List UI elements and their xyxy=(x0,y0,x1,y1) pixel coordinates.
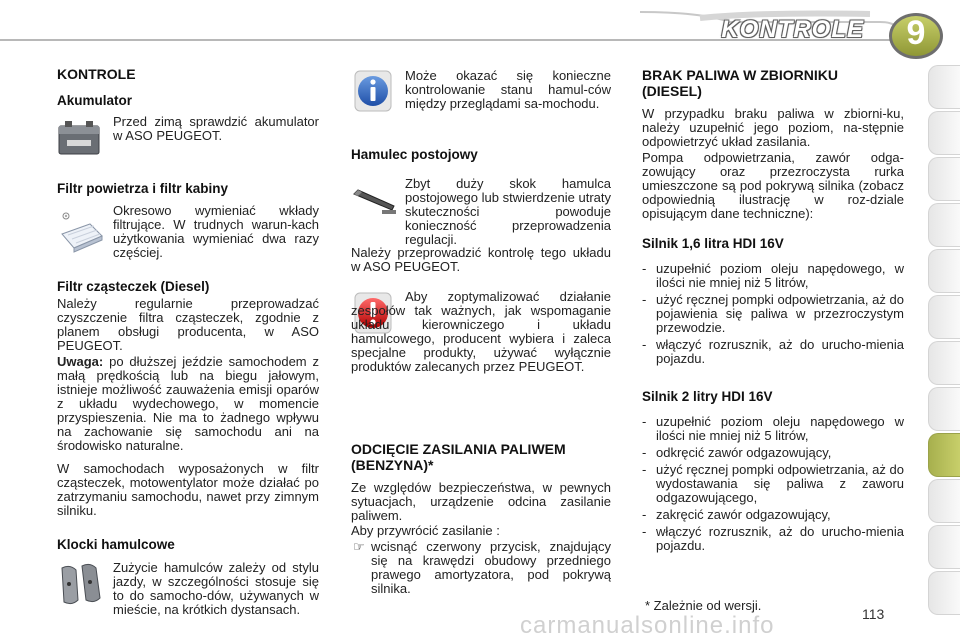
list-item: - użyć ręcznej pompki odpowietrzania, aż do pojawienia się paliwa w przezroczystym przewodzie. xyxy=(642,292,904,335)
info-text: Może okazać się konieczne kontrolowanie stanu hamul-ców między przeglądami sa-mochodu. xyxy=(405,68,611,111)
chapter-tab[interactable] xyxy=(928,157,960,201)
page-number: 113 xyxy=(862,606,885,622)
parking-brake-icon xyxy=(352,180,398,220)
chapter-title: KONTROLE xyxy=(721,16,864,43)
filtr-czasteczek-text1: Należy regularnie przeprowadzać czyszczenie filtra cząsteczek, zgodnie z planem obsługi producenta, w ASO PEUGEOT. xyxy=(57,296,319,353)
list-item: - użyć ręcznej pompki odpowietrzania, aż do wydostawania się paliwa z zaworu odgazowującego, xyxy=(642,462,904,505)
chapter-tab[interactable] xyxy=(928,111,960,155)
info-icon xyxy=(354,70,392,112)
brak-paliwa-text2: Pompa odpowietrzania, zawór odga-zowujący oraz przezroczysta rurka umieszczone są pod pokrywą silnika (zobacz odpowiednią ilustrację w roz-dziale opisującym dane techniczne): xyxy=(642,150,904,221)
heading-hamulec-postojowy: Hamulec postojowy xyxy=(351,147,478,162)
chapter-tab[interactable] xyxy=(928,525,960,569)
section-title-kontrole: KONTROLE xyxy=(57,66,136,82)
filtr-czasteczek-text2: W samochodach wyposażonych w filtr cząsteczek, motowentylator może działać po zatrzymaniu samochodu, nawet przy zimnym silniku. xyxy=(57,461,319,518)
heading-silnik-2: Silnik 2 litry HDI 16V xyxy=(642,389,773,404)
brake-pads-icon xyxy=(56,560,106,610)
chapter-tab[interactable] xyxy=(928,479,960,523)
chapter-tab[interactable] xyxy=(928,341,960,385)
akumulator-text: Przed zimą sprawdzić akumulator w ASO PEUGEOT. xyxy=(113,114,319,143)
air-filter-icon xyxy=(56,208,106,254)
klocki-text: Zużycie hamulców zależy od stylu jazdy, w szczególności stosuje się to do samocho-dów, używanych w mieście, na krótkich dystansach. xyxy=(113,560,319,617)
odciecie-text2: Aby przywrócić zasilanie : xyxy=(351,523,500,538)
silnik-2-list xyxy=(642,415,904,556)
odciecie-text1: Ze względów bezpieczeństwa, w pewnych sytuacjach, urządzenie odcina zasilanie paliwem. xyxy=(351,480,611,523)
list-item: - włączyć rozrusznik, aż do urucho-mienia pojazdu. xyxy=(642,524,904,553)
chapter-tab-active[interactable] xyxy=(928,433,960,477)
hamulec-text1: Zbyt duży skok hamulca postojowego lub stwierdzenie utraty skuteczności powoduje konieczność przeprowadzenia regulacji. xyxy=(405,176,611,247)
chapter-tab[interactable] xyxy=(928,387,960,431)
list-item: - włączyć rozrusznik, aż do urucho-mienia pojazdu. xyxy=(642,337,904,366)
filtr-powietrza-text: Okresowo wymieniać wkłady filtrujące. W trudnych warun-kach użytkowania wymieniać dwa razy częściej. xyxy=(113,203,319,260)
uwaga-text: po dłuższej jeździe samochodem z małą prędkością lub na biegu jałowym, istnieje możliwość zauważenia emisji oparów z układu wydechowego, w momencie przyspieszenia. Nie ma to żadnego wpływu na zachowanie się samochodu ani na środowisko naturalne. xyxy=(57,354,319,453)
chapter-tabs xyxy=(928,65,960,630)
list-item: - uzupełnić poziom oleju napędowego, w ilości nie mniej niż 5 litrów, xyxy=(642,261,904,290)
battery-icon xyxy=(55,116,103,158)
heading-filtr-powietrza: Filtr powietrza i filtr kabiny xyxy=(57,181,229,196)
heading-odciecie: ODCIĘCIE ZASILANIA PALIWEM (BENZYNA)* xyxy=(351,441,566,473)
heading-filtr-czasteczek: Filtr cząsteczek (Diesel) xyxy=(57,279,210,294)
brak-paliwa-text1: W przypadku braku paliwa w zbiorni-ku, należy uzupełnić jego poziom, na-stępnie odpowietrzyć układ zasilania. xyxy=(642,106,904,149)
chapter-tab[interactable] xyxy=(928,249,960,293)
uwaga-label: Uwaga: xyxy=(57,354,104,369)
chapter-tab[interactable] xyxy=(928,295,960,339)
pointing-hand-icon: ☞ xyxy=(353,540,365,555)
hamulec-text2: Należy przeprowadzić kontrolę tego układu w ASO PEUGEOT. xyxy=(351,245,611,274)
list-item: - zakręcić zawór odgazowujący, xyxy=(642,507,831,522)
heading-akumulator: Akumulator xyxy=(57,93,133,108)
heading-klocki: Klocki hamulcowe xyxy=(57,537,175,552)
watermark: carmanualsonline.info xyxy=(520,612,775,639)
chapter-tab[interactable] xyxy=(928,571,960,615)
odciecie-bullet: wcisnąć czerwony przycisk, znajdujący się na krawędzi obudowy przedniego prawego amortyzatora, pod pokrywą silnika. xyxy=(371,539,611,596)
list-item: - uzupełnić poziom oleju napędowego w ilości nie mniej niż 5 litrów, xyxy=(642,414,904,443)
list-item: - odkręcić zawór odgazowujący, xyxy=(642,445,832,460)
chapter-tab[interactable] xyxy=(928,65,960,109)
filtr-czasteczek-uwaga xyxy=(57,355,319,453)
heading-brak-paliwa: BRAK PALIWA W ZBIORNIKU (DIESEL) xyxy=(642,67,838,99)
warning-text: Aby zoptymalizować działanie zespołów tak ważnych, jak wspomaganie układu kierowniczego i układu hamulcowego, producent wybiera i zaleca specjalne produkty, używać wyłącznie produktów zalecanych przez PEUGEOT. xyxy=(351,289,611,374)
heading-silnik-16: Silnik 1,6 litra HDI 16V xyxy=(642,236,784,251)
chapter-tab[interactable] xyxy=(928,203,960,247)
chapter-number: 9 xyxy=(906,14,926,52)
footnote: * Zależnie od wersji. xyxy=(645,598,762,613)
silnik-16-list xyxy=(642,262,904,369)
